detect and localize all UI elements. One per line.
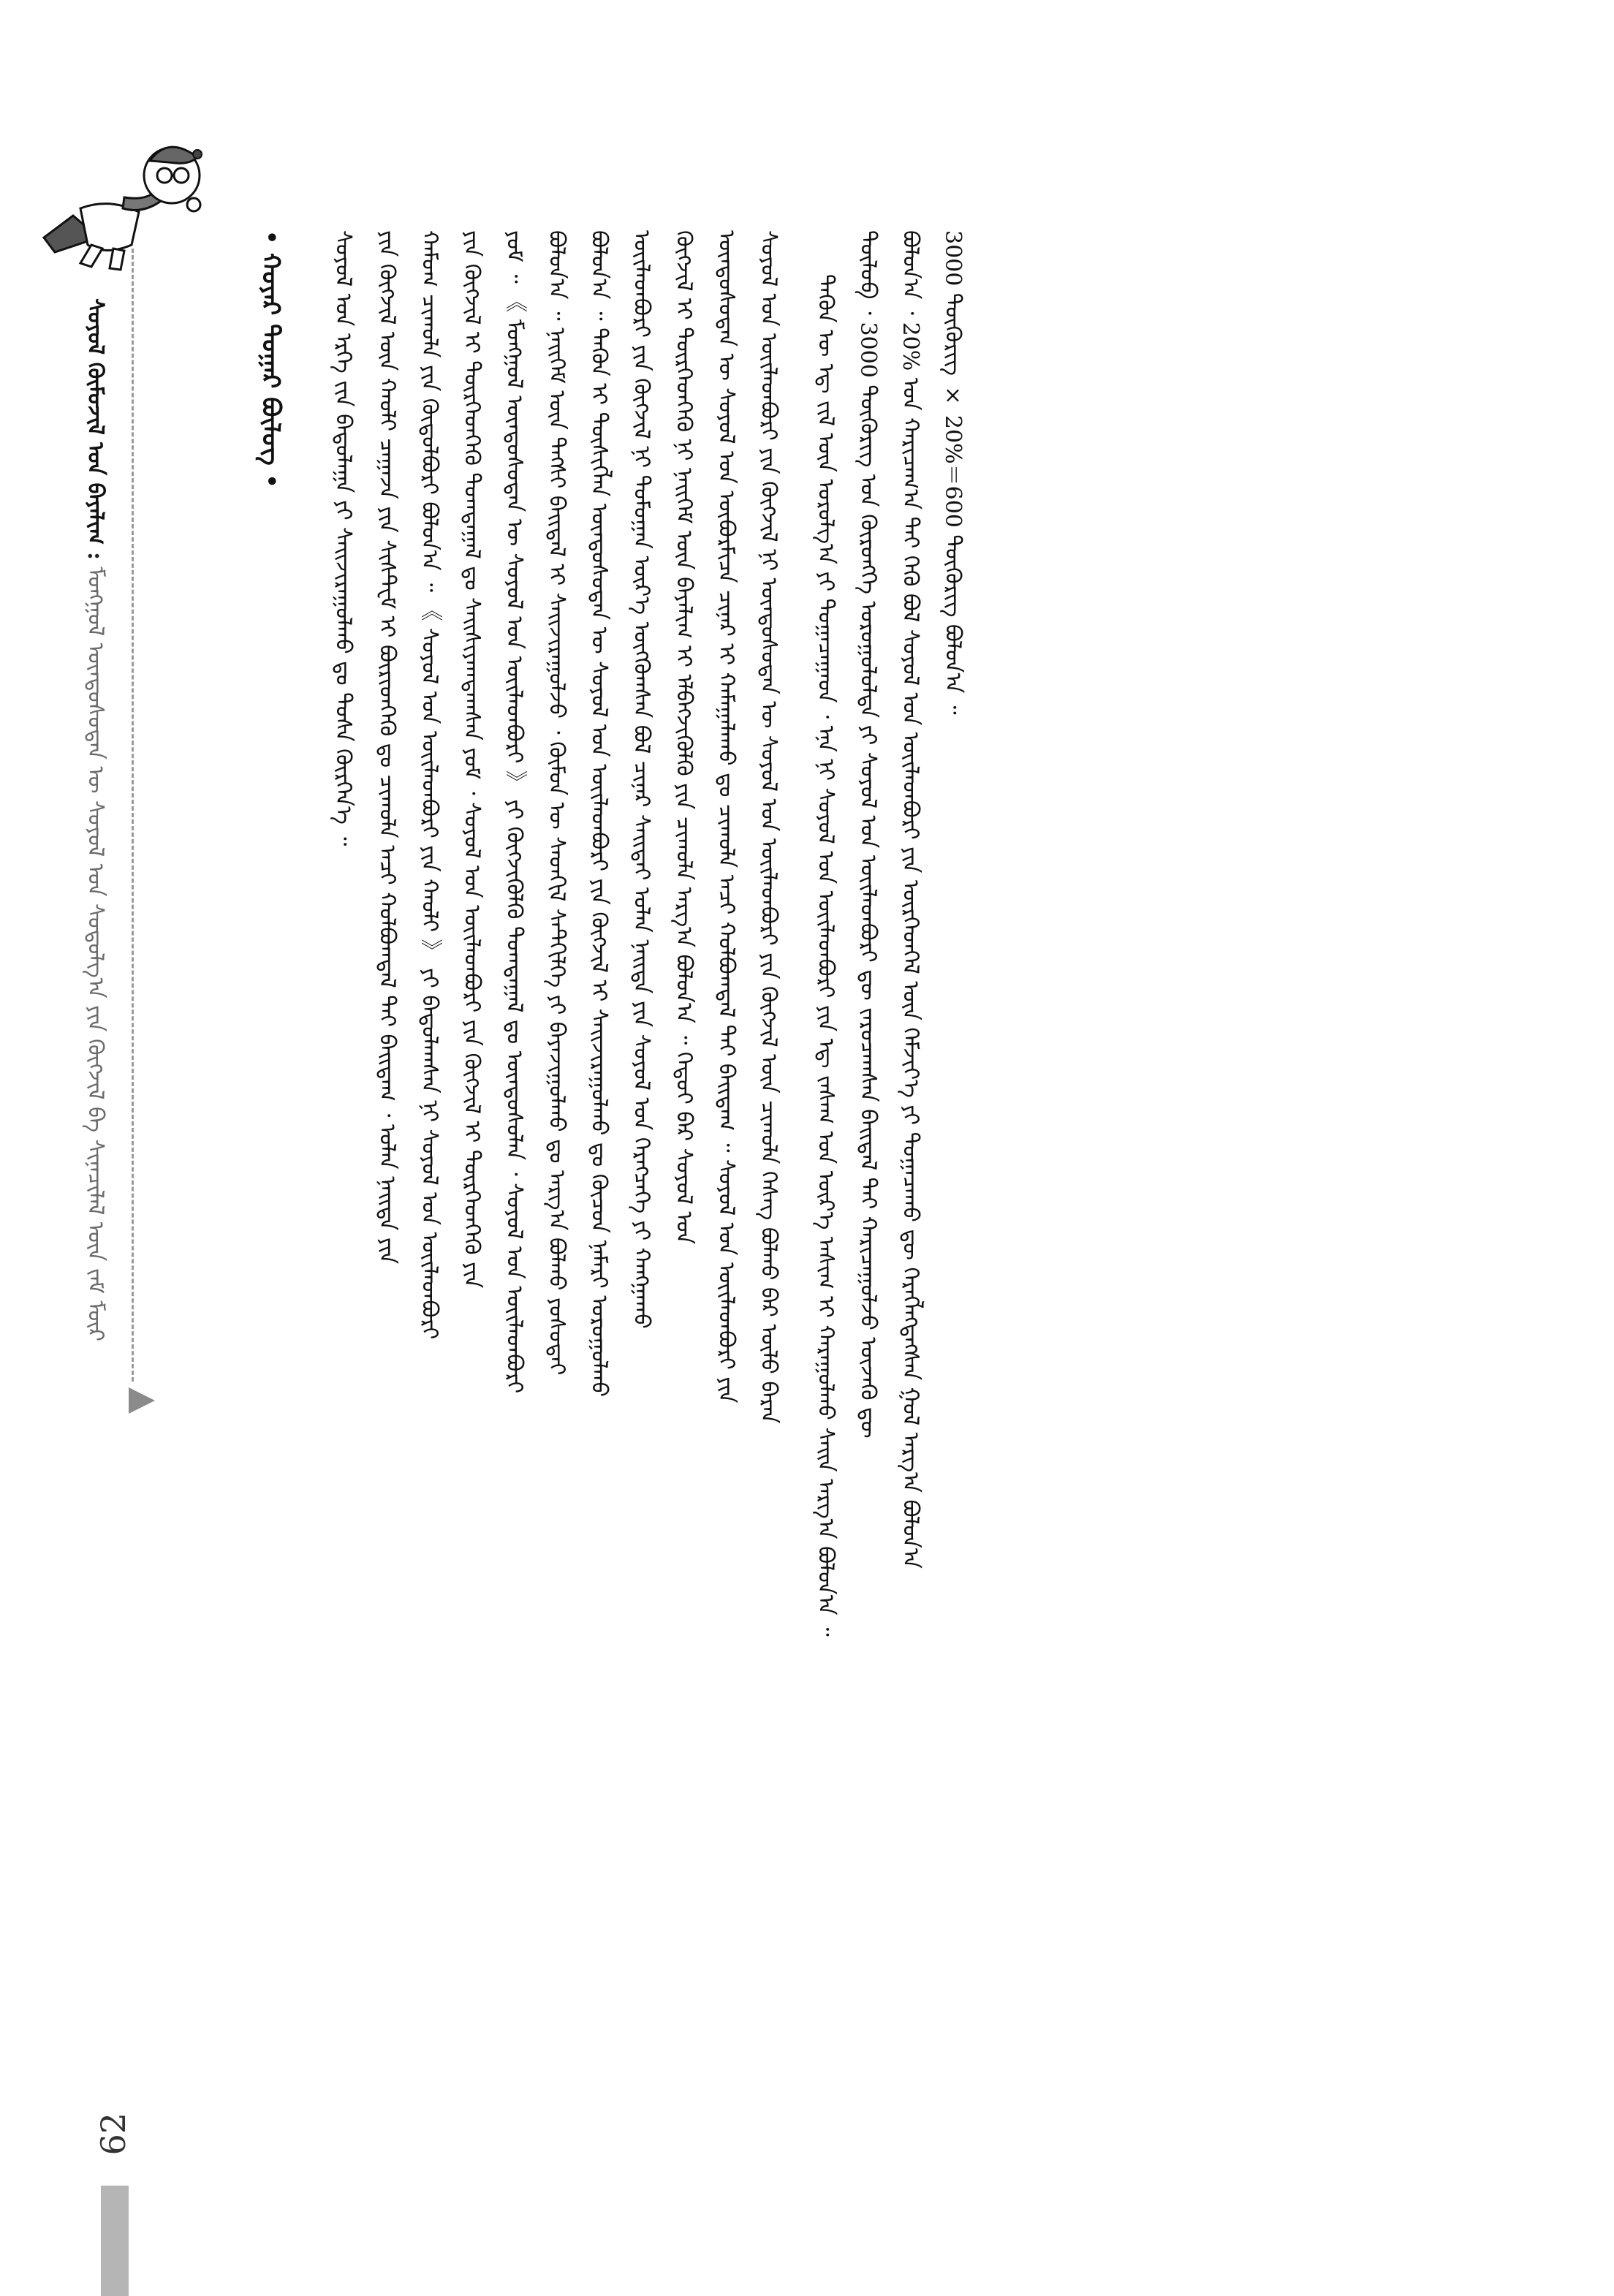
mascot-illustration (29, 128, 205, 274)
text-column: 3000 ᠲᠥᠭᠦᠷᠢᠭ × 20%＝600 ᠲᠥᠭᠦᠷᠢᠭ ᠪᠣᠯᠤᠨ᠎ᠠ ᠃ (940, 230, 966, 715)
running-header (69, 298, 121, 2053)
text-column: ᠲᠥᠯᠦᠪ ᠂ 3000 ᠲᠥᠭᠦᠷᠢᠭ ᠤᠨ ᠬᠥᠷᠦᠩᠭᠡ ᠣᠷᠤᠭᠤᠯᠤᠯᠲᠠ ᠶᠢ ᠰᠣᠶᠣᠯ ᠤᠨ ᠦᠢᠯᠡᠳᠪᠦᠷᠢ ᠳᠦ ᠵᠠᠷᠤᠴᠠᠭᠰᠠᠨ ᠪᠠᠢᠳᠠᠯ ᠲᠠᠢ ᠬᠠᠷᠢᠴᠠᠭᠤᠯᠵᠤ ᠦᠵᠡᠬᠦ ᠳᠦ (855, 230, 881, 1439)
heading-bullet-end: • (258, 474, 284, 488)
page-tab-bar (101, 2186, 129, 2296)
text-column: ᠪᠣᠯᠤᠨ᠎ᠠ ᠃ ᠨᠡᠢᠭᠡᠮ ᠦᠨ ᠲᠡᠭᠰᠢ ᠪᠠᠢᠳᠠᠯ ᠢ ᠰᠠᠢᠵᠢᠷᠠᠭᠤᠯᠵᠤ ᠂ ᠬᠦᠮᠦᠨ ᠦ ᠰᠡᠳᠬᠢᠯ ᠰᠡᠲᠬᠢᠯᠭᠡ ᠶᠢ ᠪᠠᠶᠠᠵᠢᠭᠤᠯᠬᠤ ᠳᠤ ᠠᠷᠭ᠎ᠠ ᠪᠣᠯᠬᠤ ᠶᠣᠰᠣᠲᠠᠢ (544, 230, 569, 1376)
heading-title: ᠬᠣᠶᠠᠷ ᠳᠤᠭᠠᠷ ᠪᠦᠯᠦᠭ (256, 253, 285, 466)
text-column: ᠲᠡᠭᠦᠨ ᠦ ᠡᠳ᠋ ᠵᠢᠯ ᠦᠨ ᠣᠷᠤᠯᠭ᠎ᠠ ᠶᠢ ᠲᠣᠭᠠᠴᠠᠭᠠᠳ ᠂ ᠡᠨᠡ ᠨᠢ ᠰᠣᠶᠣᠯ ᠤᠨ ᠦᠢᠯᠡᠳᠪᠦᠷᠢ ᠶᠢᠨ ᠡᠳ᠋ ᠵᠠᠰᠠᠭ ᠤᠨ ᠦᠷ᠎ᠡ ᠠᠰᠢᠭ ᠢ ᠬᠠᠷᠠᠭᠤᠯᠬᠤ ᠰᠠᠢᠨ ᠠᠷᠭ᠎ᠠ ᠪᠣᠯᠤᠨ᠎ᠠ ᠃ (813, 274, 838, 1637)
text-column: ᠶᠢᠨ ᠬᠥᠭᠵᠢᠯ ᠦᠨ ᠬᠠᠤᠯᠢ ᠴᠠᠭᠠᠵᠠ ᠶᠢᠨ ᠰᠢᠰᠲᠸᠮ ᠢ ᠪᠦᠷᠢᠳᠬᠡᠬᠦ ᠳᠤ ᠴᠢᠬᠤᠯᠠ ᠠᠴᠢ ᠬᠣᠯᠪᠣᠭᠳᠠᠯ ᠲᠠᠢ ᠪᠠᠢᠳᠠᠭ ᠂ ᠣᠯᠠᠨ ᠨᠡᠢᠲᠡ ᠶᠢᠨ (374, 230, 400, 1265)
text-column: ᠪᠣᠯᠤᠨ᠎ᠠ ᠂ 20% ᠤᠨ ᠬᠠᠷᠢᠴᠠᠭ᠎ᠠ ᠲᠠᠢ ᠭᠡᠬᠦ ᠪᠣᠯ ᠰᠣᠶᠣᠯ ᠤᠨ ᠦᠢᠯᠡᠳᠪᠦᠷᠢ ᠶᠢᠨ ᠥᠷᠭᠡᠳᠬᠡᠯ ᠦᠨ ᠬᠡᠮᠵᠢᠶ᠎ᠡ ᠶᠢ ᠲᠣᠭᠠᠴᠠᠬᠤ ᠳᠦ ᠬᠡᠷᠡᠭᠯᠡᠭᠳᠡᠭᠰᠡᠨ ᠭᠣᠯ ᠠᠷᠭ᠎ᠠ ᠪᠣᠯᠤᠨ᠎ᠠ (898, 230, 923, 1569)
text-column: ᠬᠥᠭᠵᠢᠯ ᠢ ᠲᠦᠷᠭᠡᠳᠬᠡᠬᠦ ᠨᠢ ᠨᠡᠢᠭᠡᠮ ᠦᠨ ᠪᠠᠶᠠᠯᠢᠭ ᠢ ᠡᠯᠪᠡᠭᠵᠢᠭᠦᠯᠬᠦ ᠶᠢᠨ ᠴᠢᠬᠤᠯᠠ ᠠᠷᠭ᠎ᠠ ᠪᠣᠯᠤᠨ᠎ᠠ ᠃ ᠬᠡᠳᠦᠢ ᠪᠡᠷ ᠰᠣᠶᠣᠯ ᠤᠨ (671, 230, 697, 1245)
running-header-separator: : (83, 551, 108, 560)
page-number: 62 (94, 2113, 133, 2156)
text-column: ᠪᠣᠯᠤᠨ᠎ᠠ ᠃ ᠲᠡᠭᠦᠨ ᠢ ᠲᠦᠰᠢᠭᠯᠡᠨ ᠦᠨᠳᠦᠰᠦᠲᠡᠨ ᠦ ᠰᠣᠶᠣᠯ ᠤᠨ ᠦᠢᠯᠡᠳᠪᠦᠷᠢ ᠶᠢᠨ ᠬᠥᠭᠵᠢᠯ ᠢ ᠰᠠᠢᠵᠢᠷᠠᠭᠤᠯᠬᠤ ᠳᠤ ᠬᠦᠴᠦᠨ ᠨᠡᠮᠡᠷᠢ ᠣᠷᠣᠭᠤᠯᠬᠤ (586, 230, 612, 1398)
running-header-title: ᠰᠣᠶᠣᠯ ᠬᠦᠮᠦᠵᠢᠯ ᠤᠨ ᠪᠠᠶᠠᠯᠢᠭ (83, 298, 108, 545)
header-dashed-rule (132, 249, 134, 1382)
text-column: ᠦᠨᠳᠦᠰᠦᠲᠡᠨ ᠦ ᠰᠣᠶᠣᠯ ᠤᠨ ᠥᠪᠦᠷᠮᠢᠴᠡ ᠴᠢᠨᠠᠷ ᠢ ᠬᠠᠮᠠᠭᠠᠯᠠᠬᠤ ᠳᠤ ᠴᠢᠬᠤᠯᠠ ᠠᠴᠢ ᠬᠣᠯᠪᠣᠭᠳᠠᠯ ᠲᠠᠢ ᠪᠠᠢᠳᠠᠭ ᠃ ᠰᠣᠶᠣᠯ ᠤᠨ ᠦᠢᠯᠡᠳᠪᠦᠷᠢ ᠶᠢᠨ (713, 230, 739, 1403)
running-header-subtitle: ᠮᠣᠩᠭᠣᠯ ᠦᠨᠳᠦᠰᠦᠲᠡᠨ ᠦ ᠰᠣᠶᠣᠯ ᠤᠨ ᠰᠤᠳᠤᠯᠭ᠎ᠠ ᠶᠢᠨ ᠬᠥᠭᠵᠢᠯ ᠪᠠ ᠰᠢᠨᠡᠴᠢᠯᠡᠯ ᠦᠨ ᠵᠠᠮ ᠮᠦᠷ (83, 567, 108, 1342)
text-column: ᠶᠤᠮ ᠃ 《 ᠮᠣᠩᠭᠣᠯ ᠦᠨᠳᠦᠰᠦᠲᠡᠨ ᠦ ᠰᠣᠶᠣᠯ ᠤᠨ ᠦᠢᠯᠡᠳᠪᠦᠷᠢ 》 ᠶᠢ ᠬᠥᠭᠵᠢᠭᠦᠯᠬᠦ ᠲᠣᠭᠲᠠᠭᠠᠯ ᠳᠤ ᠦᠨᠳᠦᠰᠦᠯᠡᠨ ᠂ ᠰᠣᠶᠣᠯ ᠤᠨ ᠦᠢᠯᠡᠳᠪᠦᠷᠢ (501, 230, 527, 1394)
text-column: ᠬᠠᠮᠤᠭ ᠴᠢᠬᠤᠯᠠ ᠶᠢᠨ ᠬᠥᠲᠦᠯᠪᠦᠷᠢ ᠪᠣᠯᠤᠨ᠎ᠠ ᠃ 《 ᠰᠣᠶᠣᠯ ᠤᠨ ᠦᠢᠯᠡᠳᠪᠦᠷᠢ ᠶᠢᠨ ᠬᠠᠤᠯᠢ 》 ᠶᠢ ᠪᠠᠲᠤᠯᠠᠭᠰᠠᠨ ᠨᠢ ᠰᠣᠶᠣᠯ ᠤᠨ ᠦᠢᠯᠡᠳᠪᠦᠷᠢ (417, 230, 442, 1340)
header-arrow-icon (129, 1387, 155, 1414)
section-heading (241, 230, 300, 552)
text-column: ᠰᠣᠶᠣᠯ ᠤᠨ ᠡᠷᠬᠡ ᠵᠢᠨ ᠪᠠᠲᠤᠯᠠᠭᠠ ᠶᠢ ᠰᠠᠢᠵᠢᠷᠠᠭᠤᠯᠬᠤ ᠳᠤ ᠲᠣᠰᠠ ᠬᠦᠷᠭᠡᠨ᠎ᠡ ᠃ (330, 230, 356, 846)
text-column: ᠶᠢᠨ ᠬᠥᠭᠵᠢᠯ ᠢ ᠲᠦᠷᠭᠡᠳᠬᠡᠬᠦ ᠲᠣᠭᠲᠠᠭᠠᠯ ᠳᠤ ᠰᠠᠢᠰᠢᠶᠠᠭᠳᠠᠭᠰᠠᠨ ᠶᠤᠮ ᠂ ᠰᠣᠶᠣᠯ ᠤᠨ ᠦᠢᠯᠡᠳᠪᠦᠷᠢ ᠶᠢᠨ ᠬᠥᠭᠵᠢᠯ ᠢ ᠲᠦᠷᠭᠡᠳᠬᠡᠬᠦ ᠶᠢᠨ (459, 230, 485, 1289)
heading-bullet-start: • (258, 230, 284, 245)
text-column: ᠰᠣᠶᠣᠯ ᠤᠨ ᠦᠢᠯᠡᠳᠪᠦᠷᠢ ᠶᠢᠨ ᠬᠥᠭᠵᠢᠯ ᠨᠢ ᠦᠨᠳᠦᠰᠦᠲᠡᠨ ᠦ ᠰᠣᠶᠣᠯ ᠤᠨ ᠦᠢᠯᠡᠳᠪᠦᠷᠢ ᠶᠢᠨ ᠬᠥᠭᠵᠢᠯ ᠦᠨ ᠴᠢᠬᠤᠯᠠ ᠬᠡᠰᠡᠭ ᠪᠣᠯᠬᠤ ᠪᠡᠷ ᠦᠯᠦ ᠪᠠᠷᠠᠨ (756, 230, 781, 1424)
text-column: ᠦᠢᠯᠡᠳᠪᠦᠷᠢ ᠶᠢᠨ ᠬᠥᠭᠵᠢᠯ ᠨᠢ ᠲᠣᠮᠣᠭᠠᠨ ᠦᠷ᠎ᠡ ᠥᠭᠭᠦᠭ᠍ᠰᠡᠨ ᠪᠣᠯ ᠴᠢᠨᠠᠷ ᠰᠠᠢᠲᠠᠢ ᠣᠯᠠᠨ ᠨᠡᠢᠲᠡ ᠶᠢᠨ ᠰᠣᠶᠣᠯ ᠤᠨ ᠬᠡᠷᠡᠭᠴᠡᠭᠡ ᠶᠢ ᠬᠠᠩᠭᠠᠬᠤ (629, 230, 654, 1329)
